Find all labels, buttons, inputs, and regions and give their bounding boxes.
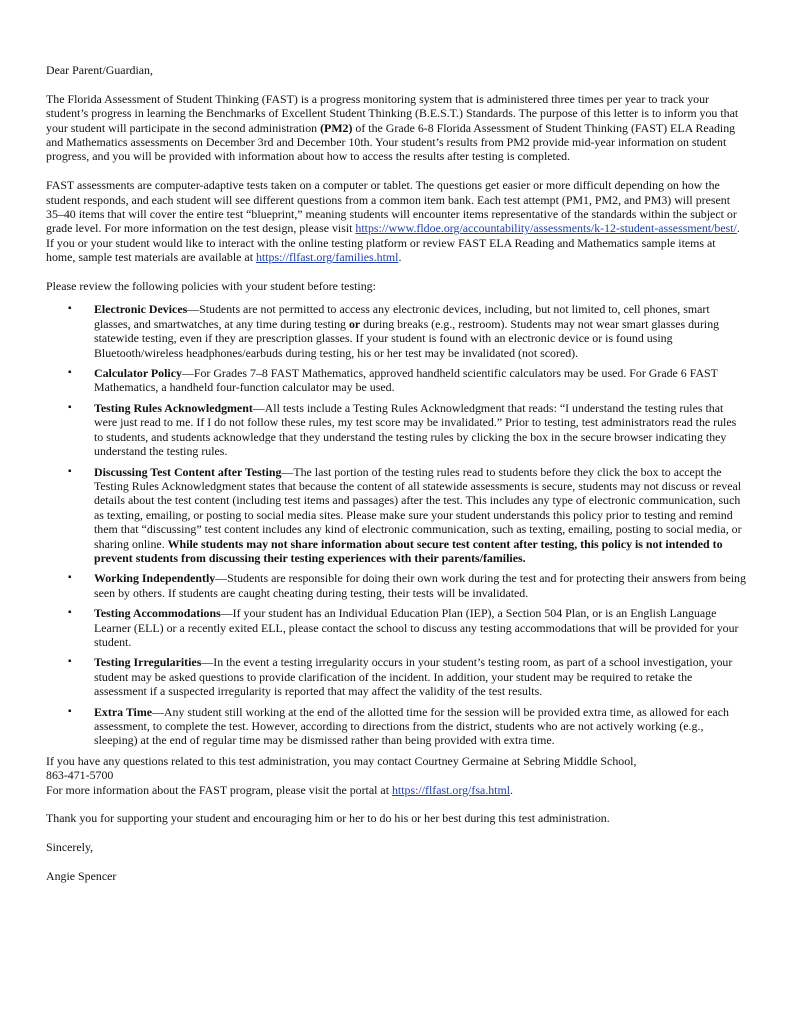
bullet-icon: ▪ <box>68 572 72 584</box>
policy-title: Working Independently <box>94 571 216 586</box>
bullet-icon: ▪ <box>68 303 72 315</box>
contact-paragraph <box>46 754 746 797</box>
intro-text-1: The Florida Assessment of Student Thinking (FAST) is a progress monitoring system that is administered three times per year to track your student’s progress in learning the Benchmarks of Excellent Student Thinking (B.E.S.T.) Standards. The purpose of this letter is to inform you that your student will participate in the second administration <box>46 91 739 135</box>
policy-title: Testing Irregularities <box>94 655 202 670</box>
policy-calculator <box>46 366 746 395</box>
policy-irregularities <box>46 655 746 698</box>
policy-text: —The last portion of the testing rules read to students before they click the box to accept the Testing Rules Acknowledgment states that because the content of all statewide assessments is secure, students may not discuss or reveal details about the test content (including test items and passages) after the test. This includes any type of electronic communication, such as texting, emailing, or posting to social media sites. Please make sure your student understands this policy prior to testing and remind them that “discussing” test content includes any kind of electronic communication, such as texting, emailing, posting to social media, or sharing online. <box>94 464 742 551</box>
policy-text: —In the event a testing irregularity occurs in your student’s testing room, as part of a school investigation, your student may be asked questions to provide clarification of the incident. In addition, your student may be required to retake the assessment if a suspected irregularity is reported that may affect the validity of the test results. <box>94 655 733 699</box>
families-link[interactable]: https://flfast.org/families.html <box>255 250 399 265</box>
fast-info-text-3: . <box>398 250 402 265</box>
policy-text: —For Grades 7–8 FAST Mathematics, approved handheld scientific calculators may be used. For Grade 6 FAST Mathematics, a handheld four-function calculator may be used. <box>94 366 718 395</box>
closing: Sincerely, <box>46 840 94 855</box>
bullet-icon: ▪ <box>68 656 72 668</box>
bullet-icon: ▪ <box>68 367 72 379</box>
contact-phone: 863-471-5700 <box>46 768 114 783</box>
contact-line-3-end: . <box>510 782 513 797</box>
policy-extra-time <box>46 705 746 748</box>
policy-title: Calculator Policy <box>94 366 182 381</box>
letter-page <box>46 63 746 883</box>
policy-text: —All tests include a Testing Rules Acknowledgment that reads: “I understand the testing rules that were just read to me. If I do not follow these rules, my test score may be invalidated.” Prior to testing, test administrators read the rules to students, and students acknowledge that they understand the testing rules by clicking the box in the secure browser indicating they understand the testing rules. <box>94 400 737 459</box>
policy-bold: or <box>348 316 361 331</box>
contact-line-3: For more information about the FAST program, please visit the portal at <box>46 782 392 797</box>
policy-text-2: during breaks (e.g., restroom). Students may not wear smart glasses during statewide testing, even if they are prescription glasses. If your student is found with an electronic device or is found using Bluetooth/wireless headphones/earbuds during testing, his or her test may be invalidated (not scored). <box>94 316 720 360</box>
bullet-icon: ▪ <box>68 465 72 477</box>
policy-text: —Students are responsible for doing their own work during the test and for protecting their answers from being seen by others. If students are caught cheating during testing, their tests will be invalidated. <box>94 571 746 600</box>
policy-title: Extra Time <box>94 704 153 719</box>
fast-info-text-2: . If you or your student would like to interact with the online testing platform or review FAST ELA Reading and Mathematics sample items at home, sample test materials are available at <box>46 221 740 265</box>
signature-name: Angie Spencer <box>46 869 117 884</box>
greeting: Dear Parent/Guardian, <box>46 63 153 77</box>
intro-bold: (PM2) <box>320 120 353 135</box>
policy-text: —Any student still working at the end of the allotted time for the session will be provided extra time, as allowed for each assessment, to complete the test. However, according to directions from the district, students who are not actively working (e.g., sleeping) at the end of regular time may be dismissed rather than being provided with extra time. <box>94 704 729 748</box>
fast-info-paragraph <box>46 178 746 264</box>
bullet-icon: ▪ <box>68 705 72 717</box>
policy-text: —Students are not permitted to access any electronic devices, including, but not limited to, cell phones, smart glasses, and smartwatches, at any time during testing <box>94 302 710 331</box>
policy-accommodations <box>46 606 746 649</box>
intro-paragraph <box>46 92 746 164</box>
policy-working-independently <box>46 571 746 600</box>
policies-intro: Please review the following policies with your student before testing: <box>46 279 376 294</box>
bullet-icon: ▪ <box>68 607 72 619</box>
fast-info-text-1: FAST assessments are computer-adaptive tests taken on a computer or tablet. The questions get easier or more difficult depending on how the student responds, and each student will see different questions from a common item bank. Each test attempt (PM1, PM2, and PM3) will present 35–40 items that will cover the entire test “blueprint,” meaning students will encounter items representative of the standards within the subject or grade level. For more information on the test design, please visit <box>46 178 737 236</box>
policy-bold: While students may not share information about secure test content after testing, this policy is not intended to prevent students from discussing their testing experiences with their parents/families. <box>94 536 723 565</box>
policy-title: Electronic Devices <box>94 302 188 317</box>
policy-title: Discussing Test Content after Testing <box>94 464 282 479</box>
fldoe-link[interactable]: https://www.fldoe.org/accountability/assessments/k-12-student-assessment/best/ <box>355 221 737 236</box>
intro-text-2: of the Grade 6-8 Florida Assessment of Student Thinking (FAST) ELA Reading and Mathematics assessments on December 3rd and December 10th. Your student’s results from PM2 provide mid-year information on student progress, and you will be provided with information about how to access the results after testing is completed. <box>46 120 736 164</box>
policy-electronic-devices <box>46 302 746 360</box>
policies-list <box>46 302 746 747</box>
thanks-paragraph: Thank you for supporting your student and encouraging him or her to do his or her best during this test administration. <box>46 811 610 826</box>
fsa-portal-link[interactable]: https://flfast.org/fsa.html <box>391 782 511 797</box>
bullet-icon: ▪ <box>68 401 72 413</box>
policy-testing-rules <box>46 401 746 459</box>
policy-discussing-content <box>46 465 746 566</box>
policy-title: Testing Rules Acknowledgment <box>94 400 253 415</box>
policy-text: —If your student has an Individual Education Plan (IEP), a Section 504 Plan, or is an English Language Learner (ELL) or a recently exited ELL, please contact the school to discuss any testing accommodations that will be provided for your student. <box>94 606 739 649</box>
contact-line-1: If you have any questions related to this test administration, you may contact Courtney Germaine at Sebring Middle School, <box>46 753 637 768</box>
policy-title: Testing Accommodations <box>94 606 221 621</box>
